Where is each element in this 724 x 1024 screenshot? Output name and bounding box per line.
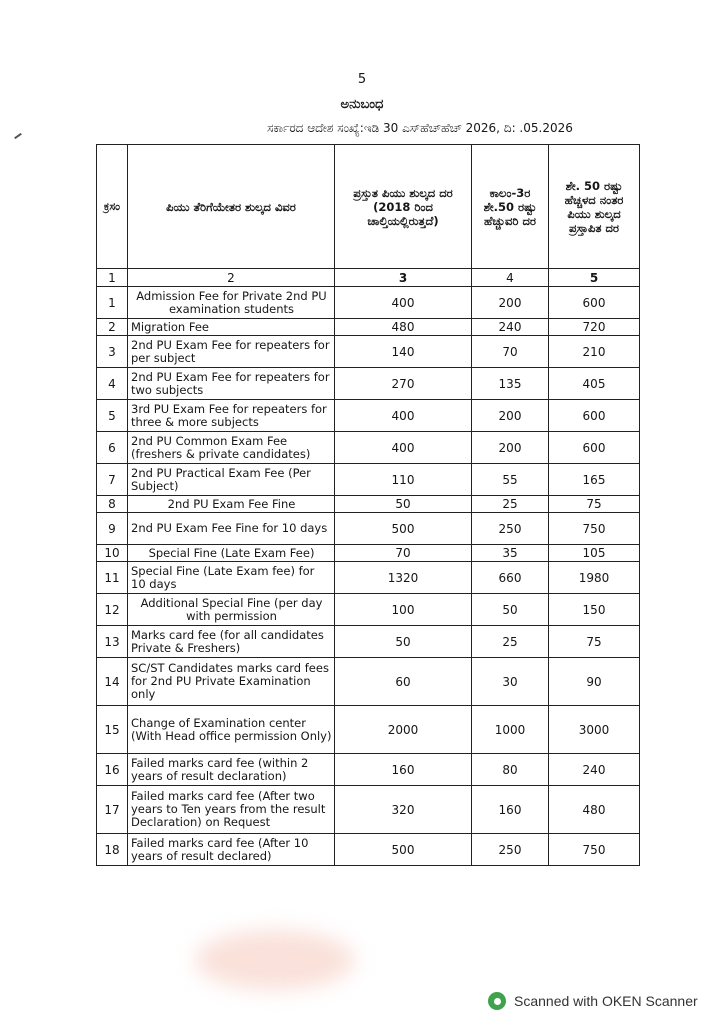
table-row: [97, 658, 640, 706]
header-increase: ಕಾಲಂ-3ರ ಶೇ.50 ರಷ್ಟು ಹೆಚ್ಚುವರಿ ದರ: [472, 145, 549, 269]
table-row: [97, 786, 640, 834]
cell-description: 2nd PU Exam Fee Fine for 10 days: [128, 513, 335, 545]
cell-description: 2nd PU Practical Exam Fee (Per Subject): [128, 464, 335, 496]
fee-table: [96, 144, 640, 866]
cell-current-rate: 140: [335, 336, 472, 368]
table-row: [97, 545, 640, 562]
cell-current-rate: 110: [335, 464, 472, 496]
header-description: ಪಿಯು ತೆರಿಗೆಯೇತರ ಶುಲ್ಕದ ವಿವರ: [128, 145, 335, 269]
column-number: 2: [128, 269, 335, 287]
cell-serial: 9: [97, 513, 128, 545]
cell-proposed-rate: 105: [549, 545, 640, 562]
table-row: [97, 400, 640, 432]
cell-proposed-rate: 600: [549, 400, 640, 432]
cell-serial: 8: [97, 496, 128, 513]
cell-serial: 12: [97, 594, 128, 626]
scanner-watermark-text: Scanned with OKEN Scanner: [514, 993, 698, 1009]
scanner-logo-icon: [488, 992, 506, 1010]
cell-proposed-rate: 405: [549, 368, 640, 400]
cell-description: Failed marks card fee (After 10 years of result declared): [128, 834, 335, 866]
cell-proposed-rate: 165: [549, 464, 640, 496]
cell-increase: 70: [472, 336, 549, 368]
cell-current-rate: 480: [335, 319, 472, 336]
table-row: [97, 834, 640, 866]
cell-increase: 240: [472, 319, 549, 336]
cell-proposed-rate: 600: [549, 287, 640, 319]
cell-serial: 18: [97, 834, 128, 866]
cell-current-rate: 500: [335, 834, 472, 866]
cell-increase: 1000: [472, 706, 549, 754]
cell-current-rate: 2000: [335, 706, 472, 754]
table-header-row: [97, 145, 640, 269]
header-serial: ಕ್ರಸಂ: [97, 145, 128, 269]
cell-increase: 55: [472, 464, 549, 496]
cell-current-rate: 400: [335, 432, 472, 464]
cell-description: 3rd PU Exam Fee for repeaters for three & more subjects: [128, 400, 335, 432]
cell-proposed-rate: 750: [549, 513, 640, 545]
column-number: 5: [549, 269, 640, 287]
cell-serial: 2: [97, 319, 128, 336]
cell-serial: 6: [97, 432, 128, 464]
cell-increase: 250: [472, 513, 549, 545]
cell-current-rate: 500: [335, 513, 472, 545]
cell-serial: 11: [97, 562, 128, 594]
cell-description: 2nd PU Exam Fee Fine: [128, 496, 335, 513]
table-row: [97, 464, 640, 496]
cell-serial: 7: [97, 464, 128, 496]
cell-description: Marks card fee (for all candidates Private & Freshers): [128, 626, 335, 658]
cell-serial: 17: [97, 786, 128, 834]
cell-serial: 13: [97, 626, 128, 658]
cell-description: Failed marks card fee (within 2 years of result declaration): [128, 754, 335, 786]
cell-proposed-rate: 3000: [549, 706, 640, 754]
cell-description: 2nd PU Exam Fee for repeaters for per subject: [128, 336, 335, 368]
cell-serial: 10: [97, 545, 128, 562]
cell-description: Special Fine (Late Exam Fee): [128, 545, 335, 562]
cell-increase: 135: [472, 368, 549, 400]
table-row: [97, 626, 640, 658]
cell-proposed-rate: 1980: [549, 562, 640, 594]
cell-serial: 3: [97, 336, 128, 368]
cell-increase: 200: [472, 400, 549, 432]
cell-current-rate: 270: [335, 368, 472, 400]
cell-current-rate: 160: [335, 754, 472, 786]
table-row: [97, 754, 640, 786]
column-number: 1: [97, 269, 128, 287]
cell-description: Additional Special Fine (per day with permission: [128, 594, 335, 626]
cell-proposed-rate: 240: [549, 754, 640, 786]
annex-title: ಅನುಬಂಧ: [340, 97, 384, 112]
cell-description: Admission Fee for Private 2nd PU examination students: [128, 287, 335, 319]
table-row: [97, 287, 640, 319]
cell-description: 2nd PU Common Exam Fee (freshers & private candidates): [128, 432, 335, 464]
cell-current-rate: 1320: [335, 562, 472, 594]
table-row: [97, 513, 640, 545]
column-number: 4: [472, 269, 549, 287]
cell-increase: 160: [472, 786, 549, 834]
table-row: [97, 706, 640, 754]
cell-increase: 200: [472, 432, 549, 464]
cell-proposed-rate: 150: [549, 594, 640, 626]
header-proposed-rate: ಶೇ. 50 ರಷ್ಟು ಹೆಚ್ಚಳದ ನಂತರ ಪಿಯು ಶುಲ್ಕದ ಪ್ರಸ್ತಾಪಿತ ದರ: [549, 145, 640, 269]
government-order-reference: ಸರ್ಕಾರದ ಆದೇಶ ಸಂಖ್ಯೆ:ಇಡಿ 30 ಎಸ್‌ಹೆಚ್‌ಹೆಚ್ 2026, ದಿ: .05.2026: [267, 121, 573, 135]
cell-current-rate: 60: [335, 658, 472, 706]
table-row: [97, 336, 640, 368]
table-row: [97, 368, 640, 400]
table-row: [97, 594, 640, 626]
cell-proposed-rate: 480: [549, 786, 640, 834]
cell-description: Failed marks card fee (After two years to Ten years from the result Declaration) on Request: [128, 786, 335, 834]
cell-description: Special Fine (Late Exam fee) for 10 days: [128, 562, 335, 594]
cell-current-rate: 70: [335, 545, 472, 562]
table-row: [97, 432, 640, 464]
cell-proposed-rate: 720: [549, 319, 640, 336]
cell-proposed-rate: 75: [549, 496, 640, 513]
cell-proposed-rate: 75: [549, 626, 640, 658]
cell-proposed-rate: 600: [549, 432, 640, 464]
cell-serial: 15: [97, 706, 128, 754]
page-number: 5: [357, 72, 367, 87]
cell-description: 2nd PU Exam Fee for repeaters for two subjects: [128, 368, 335, 400]
cell-proposed-rate: 750: [549, 834, 640, 866]
cell-proposed-rate: 210: [549, 336, 640, 368]
cell-description: Migration Fee: [128, 319, 335, 336]
scan-smudge: [195, 930, 355, 990]
cell-description: Change of Examination center (With Head office permission Only): [128, 706, 335, 754]
cell-increase: 250: [472, 834, 549, 866]
cell-increase: 200: [472, 287, 549, 319]
cell-serial: 14: [97, 658, 128, 706]
column-number: 3: [335, 269, 472, 287]
cell-increase: 35: [472, 545, 549, 562]
cell-description: SC/ST Candidates marks card fees for 2nd PU Private Examination only: [128, 658, 335, 706]
cell-current-rate: 50: [335, 626, 472, 658]
cell-current-rate: 50: [335, 496, 472, 513]
table-row: [97, 319, 640, 336]
cell-current-rate: 400: [335, 400, 472, 432]
cell-serial: 5: [97, 400, 128, 432]
cell-serial: 1: [97, 287, 128, 319]
cell-increase: 25: [472, 496, 549, 513]
stray-pen-mark: [14, 133, 22, 139]
cell-increase: 50: [472, 594, 549, 626]
header-current-rate: ಪ್ರಸ್ತುತ ಪಿಯು ಶುಲ್ಕದ ದರ (2018 ರಿಂದ ಚಾಲ್ತಿಯಲ್ಲಿರುತ್ತದೆ): [335, 145, 472, 269]
cell-current-rate: 400: [335, 287, 472, 319]
cell-increase: 25: [472, 626, 549, 658]
cell-proposed-rate: 90: [549, 658, 640, 706]
cell-current-rate: 100: [335, 594, 472, 626]
scanner-watermark: [488, 990, 718, 1012]
cell-serial: 4: [97, 368, 128, 400]
cell-increase: 660: [472, 562, 549, 594]
column-number-row: [97, 269, 640, 287]
table-row: [97, 496, 640, 513]
cell-increase: 80: [472, 754, 549, 786]
table-row: [97, 562, 640, 594]
cell-serial: 16: [97, 754, 128, 786]
cell-current-rate: 320: [335, 786, 472, 834]
cell-increase: 30: [472, 658, 549, 706]
